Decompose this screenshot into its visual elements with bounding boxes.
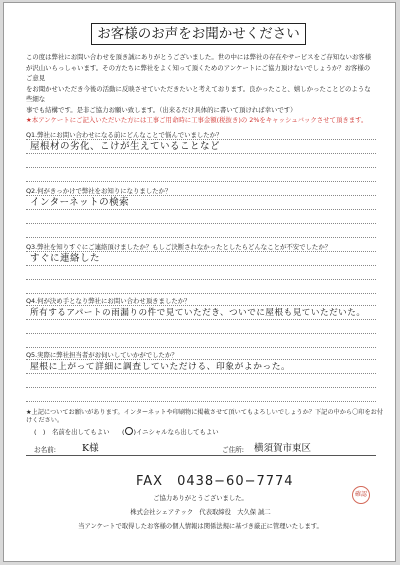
- checkbox-paren: ): [133, 428, 136, 436]
- cashback-notice: ★本アンケートにご記入いただいた方には工事ご用命時に工事金額(税抜き)の 2%をキャッシュバックさせて頂きます。: [26, 116, 368, 124]
- answer-line: [26, 266, 376, 280]
- consent-option-label: 名前を出してもよい: [52, 428, 110, 436]
- answer-line: [26, 210, 376, 224]
- answer-line: [26, 251, 376, 266]
- question-label: Q1.弊社にお問い合わせになる前にどんなことで悩んでいましたか？: [26, 131, 223, 139]
- consent-option-label: イニシャルなら出してもよい: [136, 428, 219, 436]
- consent-option-name[interactable]: [34, 427, 110, 436]
- answer-line: [26, 154, 376, 168]
- footer-company: 株式会社シェアテック 代表取締役 大久保 誠二: [130, 509, 271, 516]
- address-value: 横須賀市東区: [254, 443, 312, 454]
- intro-line: 事でも結構です。是非ご協力お願い致します。（出来るだけ具体的に書いて頂ければ幸いです）: [26, 105, 297, 114]
- answer-line: [26, 280, 376, 294]
- checkbox-paren: ( ): [34, 428, 46, 436]
- fax-number: FAX 0438−60−7774: [136, 474, 294, 489]
- name-value: K様: [82, 443, 99, 454]
- question-3: [26, 243, 376, 294]
- intro-line: この度は弊社にお問い合わせを頂き誠にありがとうございました。世の中には弊社の存在やサービスをご存知ないお客様: [26, 53, 372, 61]
- answer-handwriting: すぐに連絡した: [30, 253, 101, 264]
- answer-line: [26, 320, 376, 334]
- question-4: [26, 297, 376, 348]
- answer-line: [26, 334, 376, 348]
- answer-line: [26, 139, 376, 154]
- survey-sheet: [3, 2, 396, 562]
- seal-stamp-icon: 確認: [352, 486, 370, 504]
- question-label: Q3.弊社を知りすぐにご連絡頂けましたか？もしご決断されなかったとしたらどんなことが不安でしたか？: [26, 243, 332, 251]
- answer-line: [26, 195, 376, 210]
- answer-line: [26, 224, 376, 238]
- intro-line: が沢山いらっしゃいます。その方たちに弊社をよく知って頂くためのアンケートにご協力頂けないでしょうか？お客様のご意見: [26, 63, 371, 82]
- answer-handwriting: 屋根材の劣化、こけが生えていることなど: [30, 141, 221, 152]
- footer-thanks: ご協力ありがとうございました。: [153, 495, 248, 502]
- answer-line: [26, 168, 376, 182]
- name-address-underline: [26, 455, 376, 456]
- consent-option-initial[interactable]: [122, 427, 219, 436]
- footer-privacy: 当アンケートで取得したお客様の個人情報は関係法規に基づき厳正に管理いたします。: [78, 523, 323, 530]
- checkbox-paren: (: [122, 428, 125, 436]
- question-2: [26, 187, 376, 238]
- circle-mark-icon: [125, 427, 133, 435]
- intro-line: をお聞かせいただき今後の活動に反映させていただきたいと考えております。良かったこと、嬉しかったことどのような些細な: [26, 84, 371, 103]
- intro-text: [26, 52, 376, 126]
- name-label: お名前:: [34, 446, 57, 454]
- address-label: ご住所:: [222, 446, 245, 454]
- question-label: Q5.実際に弊社担当者がお伺いしていかがでしたか？: [26, 351, 178, 359]
- answer-handwriting: 屋根に上がって詳細に調査していただける、印象がよかった。: [30, 362, 291, 372]
- question-label: Q2.何がきっかけで弊社をお知りになりましたか？: [26, 187, 172, 195]
- consent-note: ★上記についてお願いがあります。インターネットや印刷物に掲載させて頂いてもよろしいでしょうか？下記の中から〇印をお付けください。: [26, 409, 384, 424]
- answer-line: [26, 374, 376, 388]
- question-label: Q4.何が決め手となり弊社にお問い合わせ頂きましたか？: [26, 297, 191, 305]
- answer-line: [26, 388, 376, 402]
- survey-title: お客様のお声をお聞かせください: [91, 23, 306, 45]
- answer-handwriting: 所有するアパートの雨漏りの件で見ていただき、ついでに屋根も見ていただいた。: [30, 308, 366, 318]
- answer-line: [26, 359, 376, 374]
- answer-line: [26, 305, 376, 320]
- answer-handwriting: インターネットの検索: [30, 197, 130, 208]
- question-1: [26, 131, 376, 182]
- question-5: [26, 351, 376, 402]
